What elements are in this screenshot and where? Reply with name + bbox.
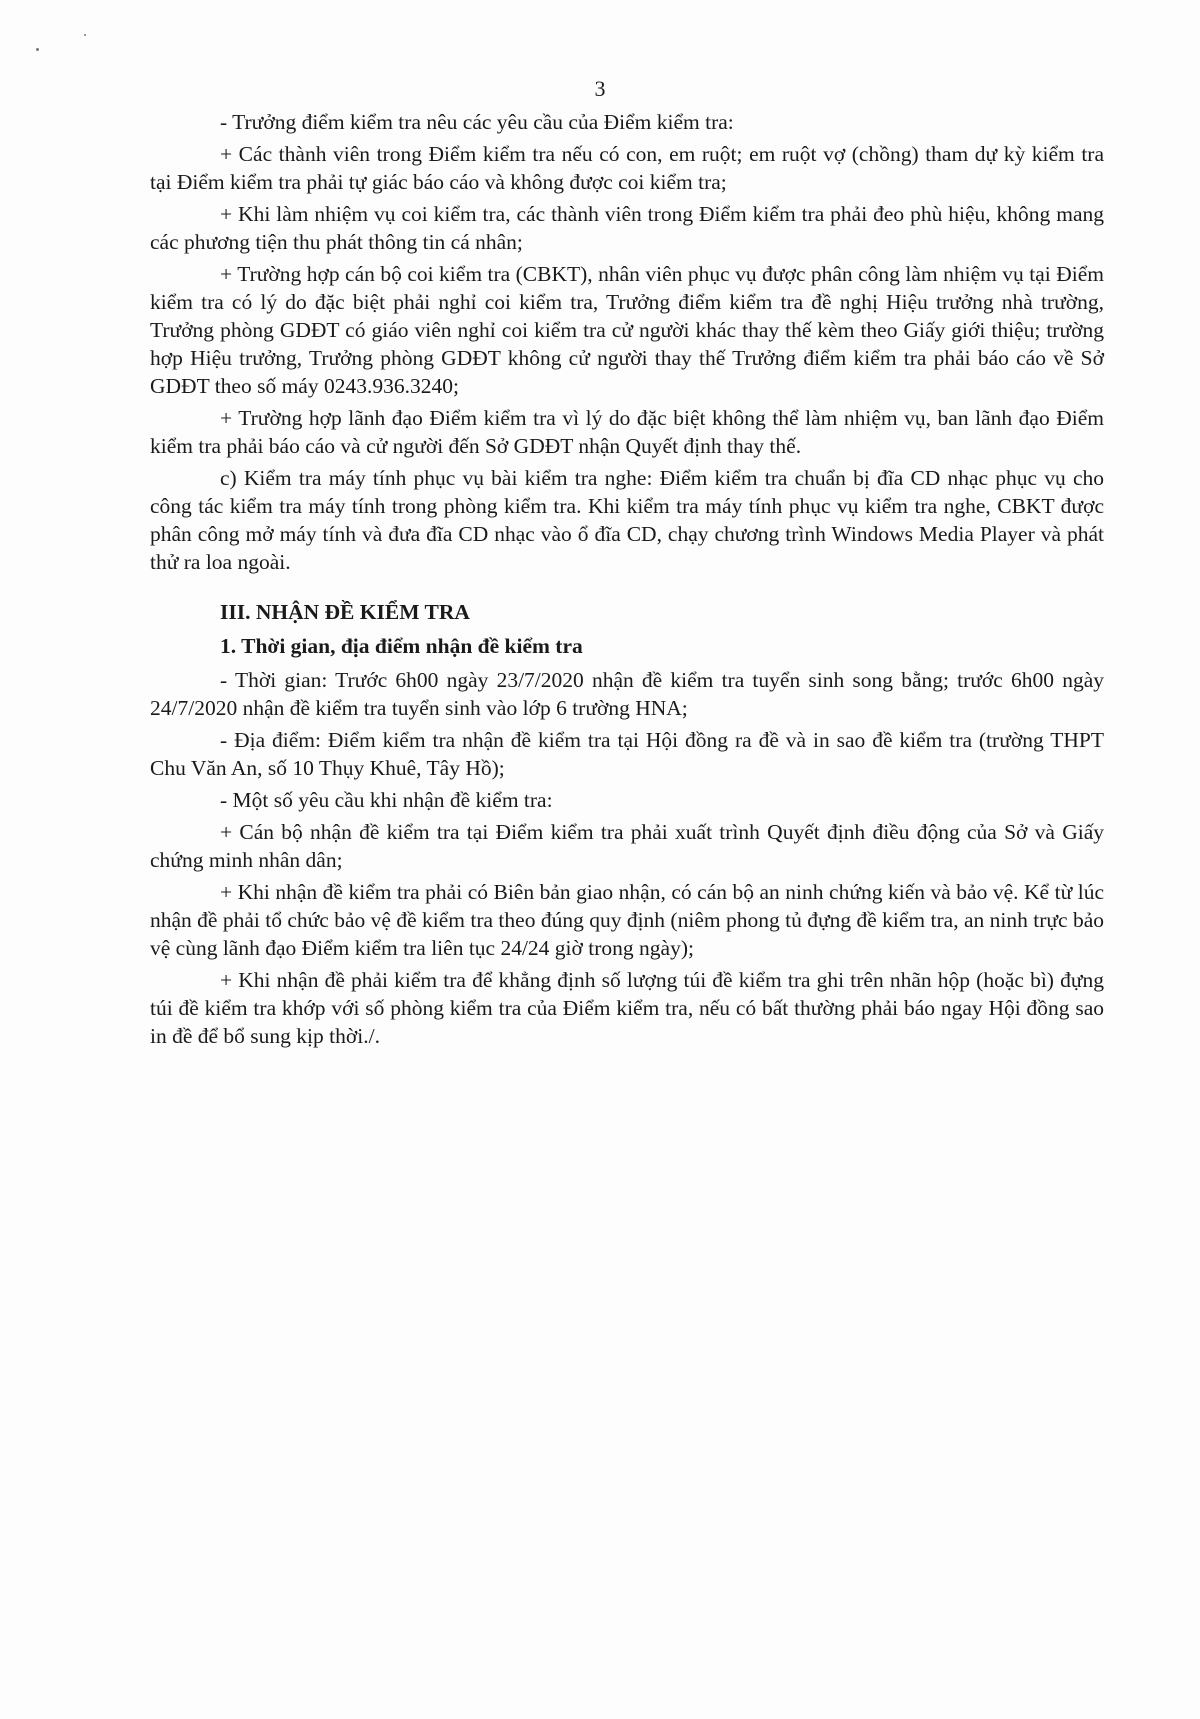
paragraph: + Cán bộ nhận đề kiểm tra tại Điểm kiểm tra phải xuất trình Quyết định điều động của Sở và Giấy chứng minh nhân dân; <box>150 820 1104 872</box>
page-number: 3 <box>594 76 606 101</box>
paragraph: + Trường hợp cán bộ coi kiểm tra (CBKT), nhân viên phục vụ được phân công làm nhiệm vụ tại Điểm kiểm tra có lý do đặc biệt phải nghỉ coi kiểm tra, Trưởng điểm kiểm tra đề nghị Hiệu trưởng nhà trường, Trưởng phòng GDĐT có giáo viên nghỉ coi kiểm tra cử người khác thay thế kèm theo Giấy giới thiệu; trường hợp Hiệu trưởng, Trưởng phòng GDĐT không cử người thay thế Trưởng điểm kiểm tra phải báo cáo về Sở GDĐT theo số máy 0243.936.3240; <box>150 262 1104 398</box>
paragraph: + Khi làm nhiệm vụ coi kiểm tra, các thành viên trong Điểm kiểm tra phải đeo phù hiệu, không mang các phương tiện thu phát thông tin cá nhân; <box>150 202 1104 254</box>
scan-speck <box>84 34 86 36</box>
paragraph: c) Kiểm tra máy tính phục vụ bài kiểm tra nghe: Điểm kiểm tra chuẩn bị đĩa CD nhạc phục vụ cho công tác kiểm tra máy tính trong phòng kiểm tra. Khi kiểm tra máy tính phục vụ kiểm tra nghe, CBKT được phân công mở máy tính và đưa đĩa CD nhạc vào ổ đĩa CD, chạy chương trình Windows Media Player và phát thử ra loa ngoài. <box>150 466 1104 574</box>
scan-speck <box>36 48 39 51</box>
document-body <box>150 108 1104 1054</box>
subsection-title: 1. Thời gian, địa điểm nhận đề kiểm tra <box>220 634 583 658</box>
paragraph: - Thời gian: Trước 6h00 ngày 23/7/2020 nhận đề kiểm tra tuyển sinh song bằng; trước 6h00 ngày 24/7/2020 nhận đề kiểm tra tuyển sinh vào lớp 6 trường HNA; <box>150 668 1104 720</box>
paragraph: + Trường hợp lãnh đạo Điểm kiểm tra vì lý do đặc biệt không thể làm nhiệm vụ, ban lãnh đạo Điểm kiểm tra phải báo cáo và cử người đến Sở GDĐT nhận Quyết định thay thế. <box>150 406 1104 458</box>
paragraph: - Trưởng điểm kiểm tra nêu các yêu cầu của Điểm kiểm tra: <box>220 110 734 134</box>
paragraph: + Khi nhận đề kiểm tra phải có Biên bản giao nhận, có cán bộ an ninh chứng kiến và bảo vệ. Kể từ lúc nhận đề phải tổ chức bảo vệ đề kiểm tra theo đúng quy định (niêm phong tủ đựng đề kiểm tra, an ninh trực bảo vệ cùng lãnh đạo Điểm kiểm tra liên tục 24/24 giờ trong ngày); <box>150 880 1104 960</box>
paragraph: - Địa điểm: Điểm kiểm tra nhận đề kiểm tra tại Hội đồng ra đề và in sao đề kiểm tra (trường THPT Chu Văn An, số 10 Thụy Khuê, Tây Hồ); <box>150 728 1104 780</box>
paragraph: + Khi nhận đề phải kiểm tra để khẳng định số lượng túi đề kiểm tra ghi trên nhãn hộp (hoặc bì) đựng túi đề kiểm tra khớp với số phòng kiểm tra của Điểm kiểm tra, nếu có bất thường phải báo ngay Hội đồng sao in đề để bổ sung kịp thời./. <box>150 968 1104 1048</box>
section-title: III. NHẬN ĐỀ KIỂM TRA <box>220 600 470 624</box>
paragraph: - Một số yêu cầu khi nhận đề kiểm tra: <box>220 788 553 812</box>
paragraph: + Các thành viên trong Điểm kiểm tra nếu có con, em ruột; em ruột vợ (chồng) tham dự kỳ kiểm tra tại Điểm kiểm tra phải tự giác báo cáo và không được coi kiểm tra; <box>150 142 1104 194</box>
